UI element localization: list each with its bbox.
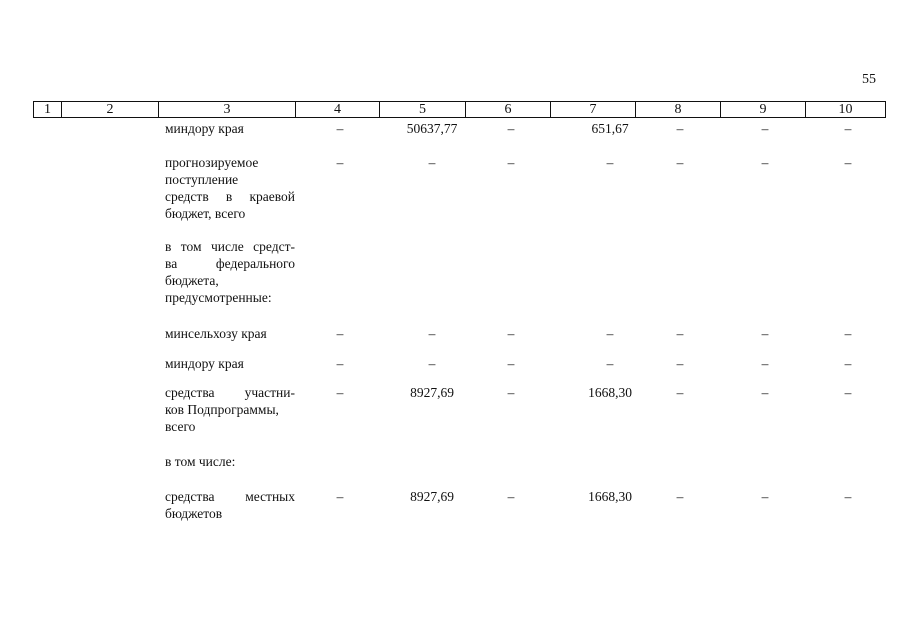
column-number-10: 10 — [806, 102, 886, 118]
row-label-line: прогнозируемое — [165, 155, 259, 170]
cell-col-8: – — [676, 356, 684, 371]
row-label-line: бюджет, всего — [165, 206, 246, 221]
cell-col-10: – — [844, 155, 852, 170]
cell-col-8: – — [676, 489, 684, 504]
cell-col-10: – — [844, 385, 852, 400]
cell-col-10: – — [844, 326, 852, 341]
cell-col-10: – — [844, 121, 852, 136]
cell-col-5: 8927,69 — [410, 385, 454, 400]
row-label — [165, 384, 295, 435]
row-label-line: в том числе: — [165, 454, 236, 469]
cell-col-4: – — [336, 489, 344, 504]
cell-col-6: – — [507, 121, 515, 136]
column-number-8: 8 — [636, 102, 721, 118]
row-label-line: минсельхозу края — [165, 326, 267, 341]
row-label-line: в том числе средст- — [165, 239, 295, 254]
column-number-1: 1 — [34, 102, 62, 118]
page-number: 55 — [862, 72, 876, 87]
row-label-line: миндору края — [165, 356, 244, 371]
row-label-line: ва федерального — [165, 256, 295, 271]
cell-col-4: – — [336, 121, 344, 136]
cell-col-5: – — [428, 326, 436, 341]
row-label-line: средств в краевой — [165, 189, 295, 204]
column-number-7: 7 — [551, 102, 636, 118]
row-label — [165, 154, 295, 222]
cell-col-8: – — [676, 385, 684, 400]
row-label-line: бюджета, — [165, 273, 219, 288]
cell-col-8: – — [676, 155, 684, 170]
cell-col-4: – — [336, 155, 344, 170]
cell-col-7: 1668,30 — [588, 489, 632, 504]
column-number-9: 9 — [721, 102, 806, 118]
cell-col-6: – — [507, 385, 515, 400]
cell-col-9: – — [761, 155, 769, 170]
cell-col-5: – — [428, 356, 436, 371]
cell-col-7: – — [606, 356, 614, 371]
column-number-header — [33, 101, 886, 118]
row-label-line: бюджетов — [165, 506, 223, 521]
row-label-line: миндору края — [165, 121, 244, 136]
cell-col-4: – — [336, 356, 344, 371]
cell-col-9: – — [761, 385, 769, 400]
cell-col-7: 1668,30 — [588, 385, 632, 400]
cell-col-6: – — [507, 489, 515, 504]
row-label-line: ков Подпрограммы, — [165, 402, 279, 417]
row-label — [165, 355, 295, 372]
column-number-4: 4 — [296, 102, 380, 118]
column-number-2: 2 — [62, 102, 159, 118]
cell-col-6: – — [507, 155, 515, 170]
cell-col-9: – — [761, 121, 769, 136]
cell-col-10: – — [844, 356, 852, 371]
cell-col-4: – — [336, 326, 344, 341]
row-label-line: поступление — [165, 172, 239, 187]
cell-col-9: – — [761, 489, 769, 504]
cell-col-8: – — [676, 326, 684, 341]
cell-col-9: – — [761, 356, 769, 371]
cell-col-7: – — [606, 326, 614, 341]
row-label — [165, 453, 295, 470]
cell-col-8: – — [676, 121, 684, 136]
cell-col-5: 8927,69 — [410, 489, 454, 504]
cell-col-6: – — [507, 356, 515, 371]
row-label — [165, 120, 295, 137]
row-label — [165, 325, 295, 342]
cell-col-7: – — [606, 155, 614, 170]
row-label-line: предусмотренные: — [165, 290, 272, 305]
cell-col-7: 651,67 — [591, 121, 629, 136]
row-label — [165, 488, 295, 522]
row-label-line: всего — [165, 419, 196, 434]
row-label-line: средства участни- — [165, 385, 295, 400]
cell-col-10: – — [844, 489, 852, 504]
column-number-3: 3 — [159, 102, 296, 118]
cell-col-5: 50637,77 — [406, 121, 458, 136]
row-label-line: средства местных — [165, 489, 295, 504]
cell-col-4: – — [336, 385, 344, 400]
row-label — [165, 238, 295, 306]
column-number-5: 5 — [380, 102, 466, 118]
cell-col-5: – — [428, 155, 436, 170]
cell-col-9: – — [761, 326, 769, 341]
column-number-6: 6 — [466, 102, 551, 118]
cell-col-6: – — [507, 326, 515, 341]
